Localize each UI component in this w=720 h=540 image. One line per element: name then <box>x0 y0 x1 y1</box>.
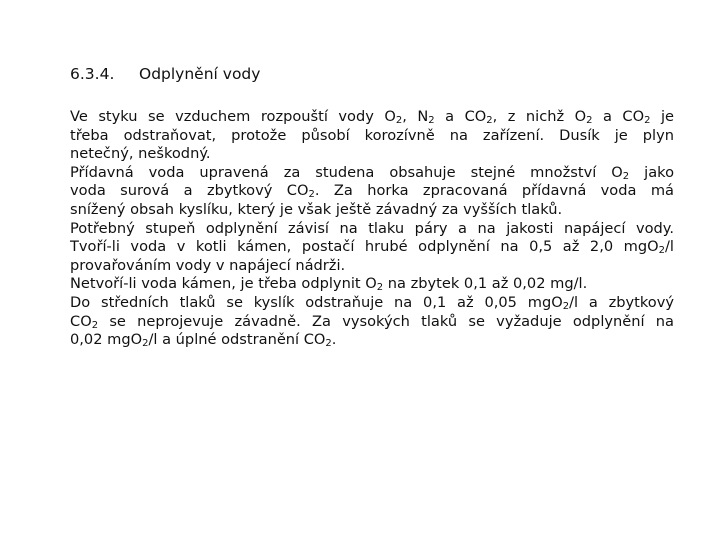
text-line <box>70 238 674 257</box>
text-run: třeba odstraňovat, protože působí korozívně na zařízení. Dusík je plyn <box>70 126 674 144</box>
text-line <box>70 108 674 127</box>
text-run: . <box>331 331 337 349</box>
text-line <box>70 257 674 276</box>
text-line <box>70 275 674 294</box>
text-run: provařováním vody v napájecí nádrži. <box>70 256 346 274</box>
text-line <box>70 201 674 220</box>
text-run: , z nichž O <box>492 108 587 125</box>
text-line <box>70 331 674 350</box>
text-run: a CO <box>592 108 645 125</box>
subscript: 2 <box>622 170 630 182</box>
text-run: jako <box>629 163 675 181</box>
subscript: 2 <box>308 189 315 201</box>
subscript: 2 <box>395 115 403 126</box>
subscript: 2 <box>644 115 651 126</box>
subscript: 2 <box>142 338 149 350</box>
section-heading <box>70 64 260 84</box>
subscript: 2 <box>486 115 493 126</box>
text-run: /l a zbytkový <box>569 293 675 311</box>
body-text <box>70 108 674 350</box>
text-run: /l a úplné odstranění CO <box>148 331 326 349</box>
subscript: 2 <box>91 319 99 331</box>
section-title: Odplynění vody <box>139 65 261 83</box>
text-run: Potřebný stupeň odplynění závisí na tlaku páry a na jakosti napájecí vody. <box>70 219 674 237</box>
text-run: , N <box>402 108 429 125</box>
text-line <box>70 127 674 146</box>
subscript: 2 <box>586 115 593 126</box>
subscript: 2 <box>658 245 666 257</box>
text-line <box>70 145 674 164</box>
text-line <box>70 313 674 332</box>
text-run: na zbytek 0,1 až 0,02 mg/l. <box>383 275 588 293</box>
section-number: 6.3.4. <box>70 65 115 83</box>
text-line <box>70 220 674 239</box>
text-run: snížený obsah kyslíku, který je však ještě závadný za vyšších tlaků. <box>70 200 563 218</box>
text-run: voda surová a zbytkový CO <box>70 182 309 200</box>
text-run: Netvoří-li voda kámen, je třeba odplynit O <box>70 275 377 293</box>
text-run: 0,02 mgO <box>70 331 143 349</box>
text-run: se neprojevuje závadně. Za vysokých tlaků se vyžaduje odplynění na <box>98 312 674 330</box>
text-run: Tvoří-li voda v kotli kámen, postačí hrubé odplynění na 0,5 až 2,0 mgO <box>70 238 659 256</box>
text-run: . Za horka zpracovaná přídavná voda má <box>314 182 674 200</box>
subscript: 2 <box>376 282 384 294</box>
text-line <box>70 294 674 313</box>
text-run: CO <box>70 312 92 330</box>
subscript: 2 <box>325 338 332 350</box>
text-run: Ve styku se vzduchem rozpouští vody O <box>70 108 396 125</box>
text-run: /l <box>665 238 674 256</box>
text-run: je <box>650 108 674 125</box>
text-run: netečný, neškodný. <box>70 145 211 163</box>
subscript: 2 <box>562 300 570 312</box>
text-run: a CO <box>434 108 487 125</box>
text-line <box>70 164 674 183</box>
text-line <box>70 182 674 201</box>
text-run: Do středních tlaků se kyslík odstraňuje na 0,1 až 0,05 mgO <box>70 293 563 311</box>
text-run: Přídavná voda upravená za studena obsahuje stejné množství O <box>70 163 623 181</box>
subscript: 2 <box>428 115 435 126</box>
